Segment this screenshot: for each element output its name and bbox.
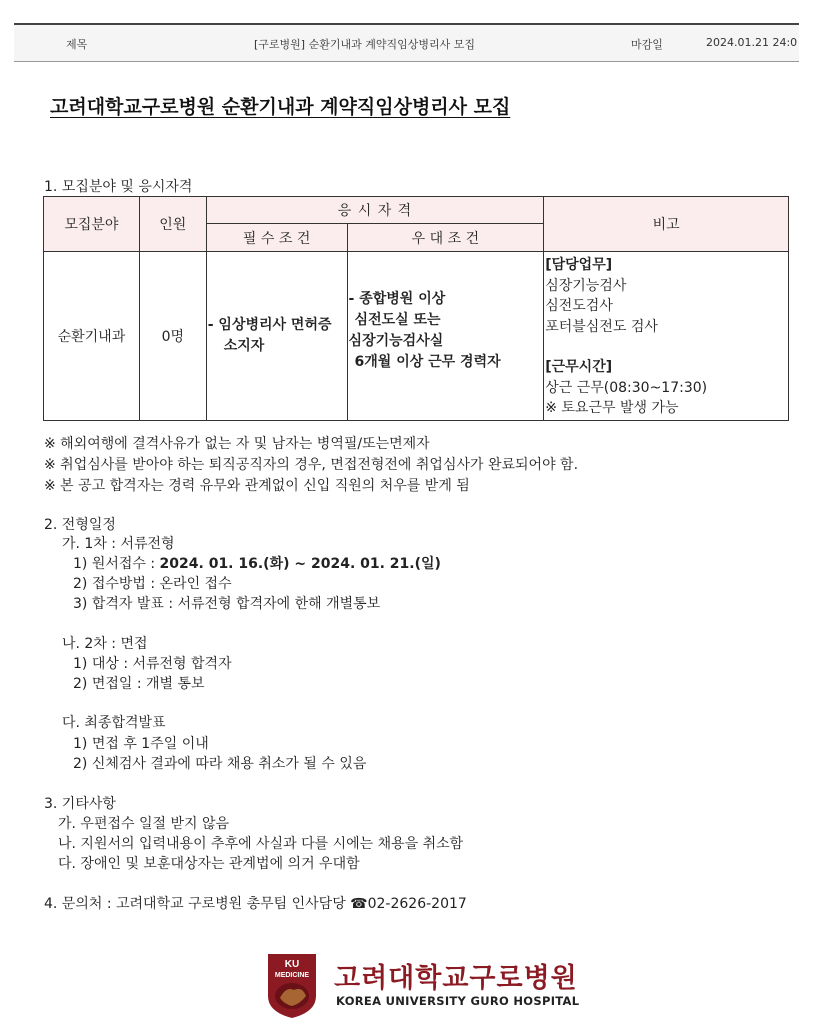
- schedule-item: 2) 접수방법 : 온라인 접수: [73, 576, 232, 592]
- cell-field: 순환기내과: [44, 252, 140, 421]
- ku-medicine-shield-icon: [266, 952, 318, 1020]
- required-line: 소지자: [223, 337, 265, 354]
- preferred-line: 6개월 이상 근무 경력자: [354, 354, 501, 370]
- cell-count: 0명: [139, 252, 206, 421]
- preferred-line: - 종합병원 이상: [348, 291, 446, 307]
- logo-korean-name: 고려대학교구로병원: [334, 963, 578, 994]
- schedule-item: 가. 1차 : 서류전형: [62, 536, 175, 552]
- note-item: ※ 해외여행에 결격사유가 없는 자 및 남자는 병역필/또는면제자: [44, 436, 430, 452]
- section2-heading: 2. 전형일정: [44, 517, 116, 533]
- note-line: ※ 토요근무 발생 가능: [545, 400, 679, 416]
- schedule-item: 2) 면접일 : 개별 통보: [73, 676, 205, 692]
- schedule-item: 3) 합격자 발표 : 서류전형 합격자에 한해 개별통보: [73, 596, 381, 612]
- th-preferred: 우 대 조 건: [347, 224, 544, 252]
- note-line: 심전도검사: [545, 298, 613, 314]
- schedule-item: 1) 면접 후 1주일 이내: [73, 736, 209, 752]
- note-line: 포터블심전도 검사: [545, 318, 658, 335]
- schedule-item: 나. 2차 : 면접: [62, 636, 148, 652]
- logo-english-name: KOREA UNIVERSITY GURO HOSPITAL: [336, 994, 580, 1008]
- shield-text-ku: KU: [284, 959, 300, 970]
- subject-value: [구로병원] 순환기내과 계약직임상병리사 모집: [254, 38, 475, 51]
- misc-item: 나. 지원서의 입력내용이 추후에 사실과 다를 시에는 채용을 취소함: [58, 836, 464, 852]
- misc-item: 다. 장애인 및 보훈대상자는 관계법에 의거 우대함: [58, 856, 360, 872]
- note-line: [근무시간]: [545, 359, 613, 375]
- note-line: 심장기능검사: [545, 277, 627, 294]
- th-note: 비고: [544, 197, 789, 252]
- schedule-item: 1) 대상 : 서류전형 합격자: [73, 656, 232, 672]
- schedule-label: 1) 원서접수 :: [73, 556, 160, 572]
- note-item: ※ 취업심사를 받아야 하는 퇴직공직자의 경우, 면접전형전에 취업심사가 완료되어야 함.: [44, 457, 579, 473]
- th-required: 필 수 조 건: [206, 224, 347, 252]
- th-count: 인원: [139, 197, 206, 252]
- required-line: - 임상병리사 면허증: [207, 316, 332, 333]
- hospital-logo: [266, 952, 580, 1024]
- th-qualification: 응 시 자 격: [206, 197, 543, 224]
- contact-info: 4. 문의처 : 고려대학교 구로병원 총무팀 인사담당 ☎02-2626-2017: [44, 896, 467, 912]
- schedule-item: 2) 신체검사 결과에 따라 채용 취소가 될 수 있음: [73, 756, 367, 772]
- th-field: 모집분야: [44, 197, 140, 252]
- misc-item: 가. 우편접수 일절 받지 않음: [58, 816, 230, 832]
- note-line: 상근 근무(08:30~17:30): [545, 379, 708, 396]
- cell-note: [544, 252, 789, 421]
- note-line: [담당업무]: [545, 257, 613, 273]
- preferred-line: 심장기능검사실: [348, 333, 444, 349]
- post-header: [14, 23, 799, 62]
- cell-required: [206, 252, 347, 421]
- preferred-line: 심전도실 또는: [354, 312, 441, 328]
- section3-heading: 3. 기타사항: [44, 796, 116, 812]
- deadline-value: 2024.01.21 24:0: [706, 36, 798, 49]
- document-title: 고려대학교구로병원 순환기내과 계약직임상병리사 모집: [50, 96, 511, 118]
- note-item: ※ 본 공고 합격자는 경력 유무와 관계없이 신입 직원의 처우를 받게 됨: [44, 478, 470, 494]
- shield-text-medicine: MEDICINE: [274, 972, 310, 979]
- schedule-item: [73, 553, 441, 573]
- section1-heading: 1. 모집분야 및 응시자격: [44, 179, 193, 195]
- subject-label: 제목: [66, 38, 88, 51]
- application-period: 2024. 01. 16.(화) ~ 2024. 01. 21.(일): [159, 556, 441, 572]
- schedule-item: 다. 최종합격발표: [62, 715, 166, 731]
- recruitment-table: [43, 196, 789, 421]
- deadline-label: 마감일: [631, 38, 663, 51]
- cell-preferred: [347, 252, 544, 421]
